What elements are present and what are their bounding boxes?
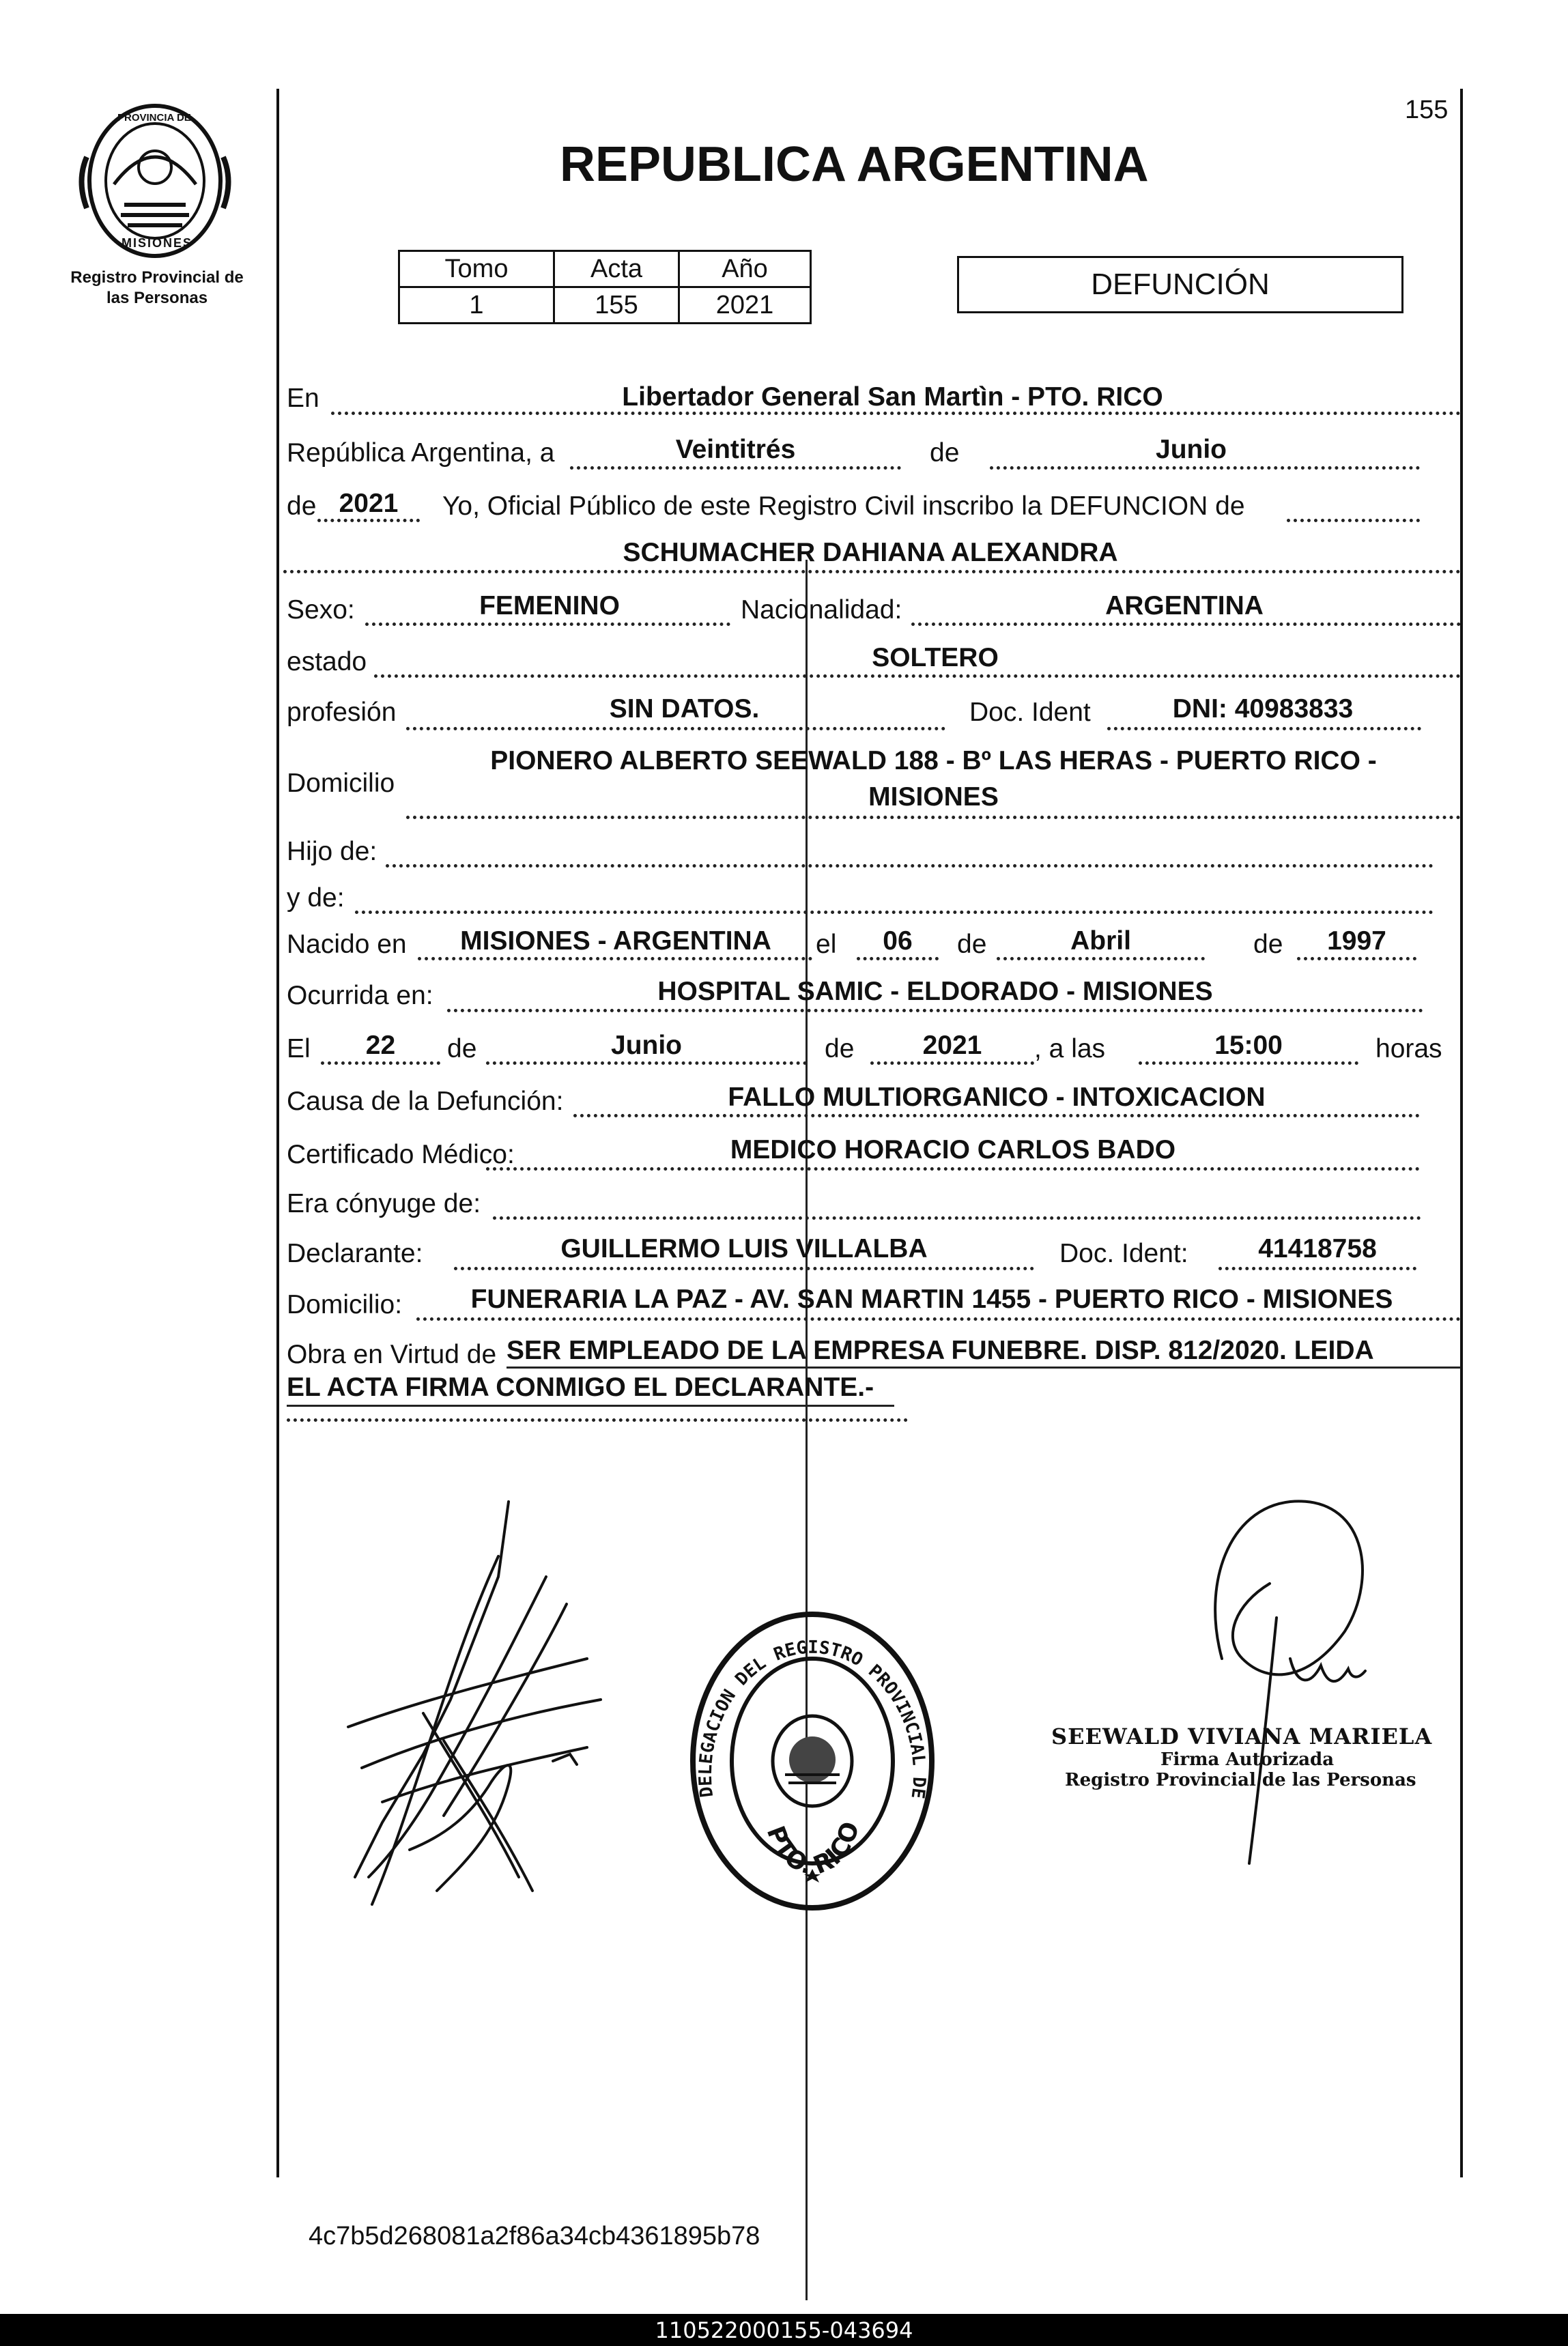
decl-doc-dots: [1218, 1267, 1416, 1270]
ocurrida-dots: [447, 1009, 1423, 1012]
estado-value: SOLTERO: [872, 643, 999, 672]
nacido-en-label: Nacido en: [287, 930, 407, 959]
logo-caption-line1: Registro Provincial de: [70, 268, 244, 287]
nacionalidad-value: ARGENTINA: [1105, 591, 1264, 620]
declarante-label: Declarante:: [287, 1239, 423, 1268]
obra-underline-1: [507, 1367, 1461, 1369]
death-day-dots: [321, 1061, 440, 1065]
decl-domicilio-dots: [416, 1317, 1461, 1321]
death-time-value: 15:00: [1214, 1031, 1283, 1060]
death-de2-label: de: [825, 1034, 855, 1063]
nacionalidad-label: Nacionalidad:: [741, 595, 902, 625]
death-de1-label: de: [447, 1034, 477, 1063]
official-institution: Registro Provincial de las Personas: [1065, 1770, 1416, 1790]
center-fold-line: [806, 560, 808, 2300]
declarante-value: GUILLERMO LUIS VILLALBA: [560, 1234, 928, 1263]
declarante-dots: [454, 1267, 1034, 1270]
domicilio-line1: PIONERO ALBERTO SEEWALD 188 - Bº LAS HERAS - PUERTO RICO -: [490, 746, 1377, 775]
page-title: REPUBLICA ARGENTINA: [560, 137, 1149, 192]
decl-domicilio-label: Domicilio:: [287, 1290, 403, 1319]
conyuge-dots: [493, 1216, 1421, 1220]
obra-label: Obra en Virtud de: [287, 1340, 497, 1369]
de-label: de: [930, 438, 960, 468]
nacionalidad-dots: [911, 623, 1461, 626]
place-value: Libertador General San Martìn - PTO. RICO: [622, 382, 1163, 412]
document-hash: 4c7b5d268081a2f86a34cb4361895b78: [309, 2222, 760, 2250]
logo-caption-line2: las Personas: [106, 289, 208, 307]
nacido-en-value: MISIONES - ARGENTINA: [460, 926, 771, 956]
statement-text: Yo, Oficial Público de este Registro Civil inscribo la DEFUNCION de: [442, 491, 1245, 521]
causa-label: Causa de la Defunción:: [287, 1087, 564, 1116]
certificado-dots: [486, 1167, 1420, 1171]
statement-dots: [1287, 519, 1420, 522]
birth-de1-label: de: [957, 930, 987, 959]
svg-text:PTO. RICO: [761, 1818, 866, 1880]
republica-dots-2: [990, 466, 1420, 470]
deceased-name-value: SCHUMACHER DAHIANA ALEXANDRA: [623, 538, 1118, 567]
el-label: el: [816, 930, 837, 959]
birth-day-dots: [857, 957, 939, 960]
stamp-top-text: DELEGACION DEL REGISTRO PROVINCIAL DE: [695, 1637, 930, 1800]
decl-doc-label: Doc. Ident:: [1059, 1239, 1188, 1268]
estado-label: estado: [287, 647, 367, 676]
domicilio-label: Domicilio: [287, 769, 395, 798]
domicilio-dots: [406, 816, 1461, 819]
stamp-bottom-text: PTO. RICO: [760, 1818, 866, 1880]
logo-text-bottom: MISIONES: [122, 236, 193, 250]
barcode-text: 110522000155-043694: [655, 2317, 913, 2343]
year-de-label: de: [287, 491, 317, 521]
conyuge-label: Era cónyuge de:: [287, 1189, 481, 1218]
document-type-box: [957, 256, 1403, 313]
obra-line1: SER EMPLEADO DE LA EMPRESA FUNEBRE. DISP. 812/2020. LEIDA: [507, 1336, 1374, 1365]
obra-line2: EL ACTA FIRMA CONMIGO EL DECLARANTE.-: [287, 1373, 874, 1402]
left-frame-line: [276, 89, 279, 2177]
profesion-value: SIN DATOS.: [609, 694, 760, 724]
year-value: 2021: [339, 489, 399, 518]
birth-month-value: Abril: [1070, 926, 1131, 956]
profesion-label: profesión: [287, 698, 397, 727]
doc-ident-label: Doc. Ident: [969, 698, 1091, 727]
official-title: Firma Autorizada: [1160, 1749, 1335, 1770]
decl-doc-value: 41418758: [1258, 1234, 1377, 1263]
birth-month-dots: [997, 957, 1205, 960]
y-de-label: y de:: [287, 883, 345, 913]
logo-caption: [55, 268, 259, 309]
death-month-value: Junio: [611, 1031, 682, 1060]
certificado-label: Certificado Médico:: [287, 1140, 515, 1169]
certificado-value: MEDICO HORACIO CARLOS BADO: [730, 1135, 1176, 1164]
sexo-label: Sexo:: [287, 595, 355, 625]
obra-underline-2: [287, 1405, 894, 1407]
province-logo: [76, 102, 233, 259]
nacido-en-dots: [418, 957, 812, 960]
registry-header-acta: Acta: [554, 251, 679, 287]
year-dots: [317, 519, 420, 522]
sexo-dots: [365, 623, 730, 626]
doc-ident-value: DNI: 40983833: [1172, 694, 1354, 724]
delegation-stamp: [683, 1604, 942, 1918]
page-number: 155: [1405, 96, 1449, 124]
right-frame-line: [1460, 89, 1463, 2177]
doc-ident-dots: [1107, 727, 1421, 730]
footer-bar: [0, 2314, 1568, 2346]
death-year-value: 2021: [922, 1031, 982, 1060]
a-las-label: , a las: [1034, 1034, 1106, 1063]
death-month-dots: [486, 1061, 807, 1065]
name-dots: [283, 570, 1461, 573]
declarant-signature: [341, 1495, 628, 1918]
horas-label: horas: [1375, 1034, 1442, 1063]
official-name: SEEWALD VIVIANA MARIELA: [1051, 1723, 1433, 1749]
birth-year-dots: [1297, 957, 1416, 960]
document-type: DEFUNCIÓN: [1091, 268, 1270, 301]
day-text-value: Veintitrés: [675, 435, 796, 464]
en-label: En: [287, 384, 319, 413]
decl-domicilio-value: FUNERARIA LA PAZ - AV. SAN MARTIN 1455 - PUERTO RICO - MISIONES: [470, 1285, 1393, 1314]
official-block: [1051, 1723, 1433, 1790]
ocurrida-value: HOSPITAL SAMIC - ELDORADO - MISIONES: [657, 977, 1213, 1006]
registry-value-acta: 155: [554, 287, 679, 324]
estado-dots: [374, 674, 1461, 678]
official-signature: [1174, 1481, 1393, 1904]
republica-dots-1: [570, 466, 901, 470]
registry-value-tomo: 1: [399, 287, 554, 324]
obra-dots: [287, 1418, 908, 1422]
registry-table: [398, 250, 812, 324]
hijo-de-dots: [386, 864, 1434, 868]
logo-text-top: PROVINCIA DE: [117, 112, 191, 124]
domicilio-line2: MISIONES: [868, 782, 999, 812]
birth-year-value: 1997: [1327, 926, 1386, 956]
profesion-dots: [406, 727, 945, 730]
birth-day-value: 06: [883, 926, 913, 956]
registry-header-tomo: Tomo: [399, 251, 554, 287]
hijo-de-label: Hijo de:: [287, 837, 377, 866]
death-year-dots: [870, 1061, 1034, 1065]
registry-value-ano: 2021: [679, 287, 811, 324]
y-de-dots: [355, 911, 1434, 914]
death-day-value: 22: [365, 1031, 396, 1060]
registry-header-ano: Año: [679, 251, 811, 287]
causa-dots: [573, 1114, 1420, 1117]
death-el-label: El: [287, 1034, 311, 1063]
ocurrida-label: Ocurrida en:: [287, 981, 433, 1010]
birth-de2-label: de: [1253, 930, 1283, 959]
republica-label: República Argentina, a: [287, 438, 555, 468]
causa-value: FALLO MULTIORGANICO - INTOXICACION: [728, 1083, 1266, 1112]
sexo-value: FEMENINO: [479, 591, 620, 620]
month-text-value: Junio: [1156, 435, 1227, 464]
death-time-dots: [1139, 1061, 1358, 1065]
